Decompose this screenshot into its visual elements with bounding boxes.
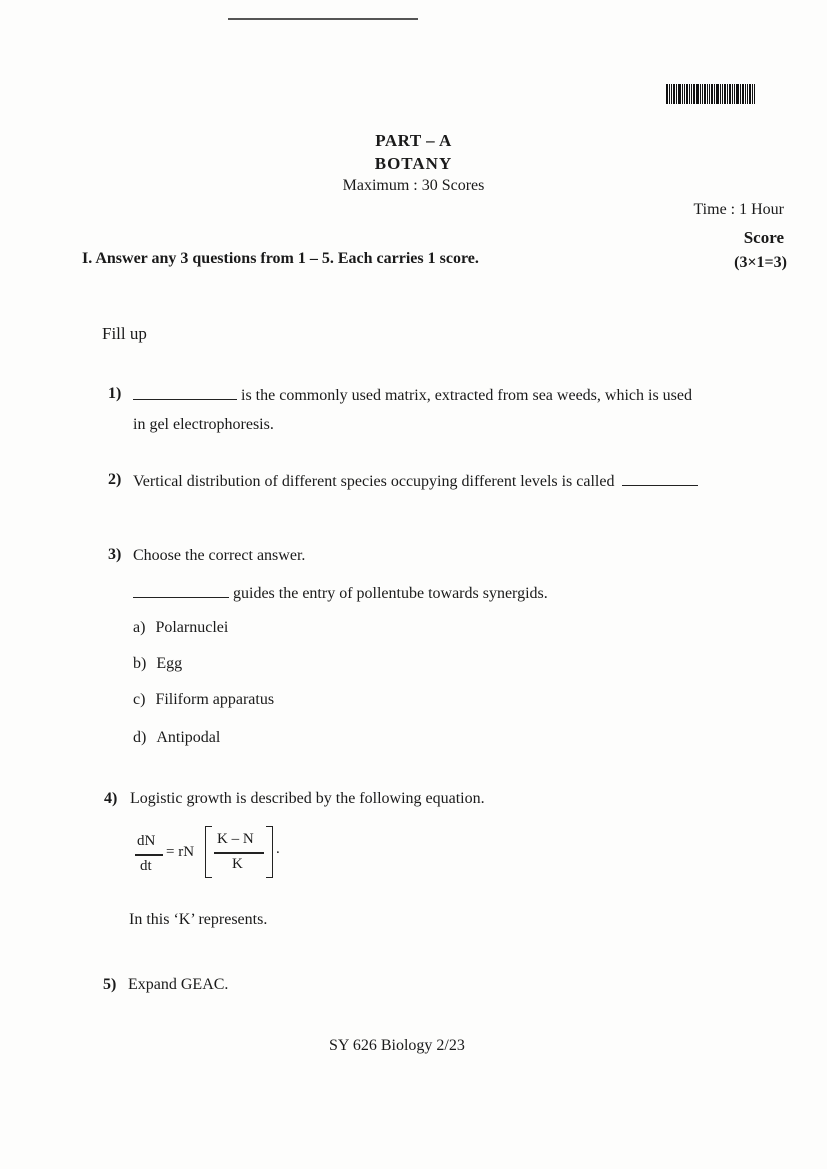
barcode-bar [673, 84, 675, 104]
barcode-bar [709, 84, 710, 104]
q1-number: 1) [108, 385, 122, 402]
eq-numerator: K – N [217, 831, 254, 847]
option-label: b) [133, 655, 147, 672]
eq-equals-rn: = rN [166, 844, 195, 860]
q3-stem-text: guides the entry of pollentube towards synergids. [233, 585, 548, 602]
option-label: c) [133, 691, 146, 708]
q1-blank [133, 399, 237, 400]
fill-up-heading: Fill up [102, 324, 147, 343]
q5-text: Expand GEAC. [128, 976, 229, 993]
barcode-bar [740, 84, 741, 104]
barcode-image [666, 84, 782, 104]
barcode-bar [682, 84, 683, 104]
q3-blank [133, 597, 229, 598]
option-text: Antipodal [156, 729, 221, 746]
eq-period: . [276, 841, 280, 857]
q2-text: Vertical distribution of different species occupying different levels is called [133, 473, 615, 490]
barcode-bar [669, 84, 670, 104]
score-label: Score [743, 228, 784, 247]
eq-fraction-bar-left [135, 854, 163, 856]
q3-number: 3) [108, 546, 122, 563]
barcode-bar [684, 84, 685, 104]
barcode-bar [749, 84, 751, 104]
q3-option-a [133, 619, 228, 637]
barcode-bar [671, 84, 672, 104]
paper-code: SY 626 Biology 2/23 [329, 1037, 465, 1054]
barcode-bar [702, 84, 703, 104]
option-text: Polarnuclei [155, 619, 229, 636]
barcode-bar [745, 84, 746, 104]
q4-followup: In this ‘K’ represents. [129, 911, 268, 928]
q1-question [133, 387, 692, 405]
barcode-bar [696, 84, 699, 104]
q2-question [133, 473, 698, 491]
barcode-bar [666, 84, 668, 104]
option-label: a) [133, 619, 146, 636]
eq-dn: dN [137, 833, 156, 849]
eq-right-bracket [266, 826, 273, 878]
barcode-bar [676, 84, 677, 104]
barcode-bar [732, 84, 733, 104]
max-score: Maximum : 30 Scores [342, 177, 485, 194]
q2-number: 2) [108, 471, 122, 488]
barcode-bar [752, 84, 753, 104]
q5-number: 5) [103, 976, 117, 993]
score-calc: (3×1=3) [734, 254, 787, 271]
part-title: PART – A [375, 131, 452, 150]
barcode-bar [736, 84, 739, 104]
option-text: Filiform apparatus [155, 691, 275, 708]
barcode-bar [693, 84, 695, 104]
eq-left-bracket [205, 826, 212, 878]
option-label: d) [133, 729, 147, 746]
q1-text-continued: in gel electrophoresis. [133, 416, 274, 433]
time-allowed: Time : 1 Hour [693, 201, 784, 218]
barcode-bar [678, 84, 681, 104]
barcode-bar [707, 84, 708, 104]
barcode-bar [686, 84, 688, 104]
barcode-bar [724, 84, 726, 104]
q4-text: Logistic growth is described by the following equation. [130, 790, 485, 807]
q3-option-d [133, 729, 220, 747]
barcode-bar [700, 84, 701, 104]
eq-dt: dt [140, 858, 152, 874]
q2-blank [622, 485, 698, 486]
barcode-bar [689, 84, 690, 104]
eq-denominator: K [232, 856, 243, 872]
barcode-bar [727, 84, 728, 104]
q3-text: Choose the correct answer. [133, 547, 306, 564]
q3-stem [133, 585, 548, 603]
barcode-bar [720, 84, 721, 104]
barcode-bar [729, 84, 731, 104]
barcode-bar [704, 84, 706, 104]
top-rule [228, 18, 418, 20]
q3-option-b [133, 655, 182, 673]
q3-option-c [133, 691, 274, 709]
barcode-bar [742, 84, 744, 104]
barcode-bar [747, 84, 748, 104]
section-instruction: I. Answer any 3 questions from 1 – 5. Each carries 1 score. [82, 250, 479, 267]
option-text: Egg [156, 655, 183, 672]
barcode-bar [754, 84, 755, 104]
q4-number: 4) [104, 790, 118, 807]
barcode-bar [716, 84, 719, 104]
barcode-bar [711, 84, 713, 104]
q1-text: is the commonly used matrix, extracted from sea weeds, which is used [241, 387, 692, 404]
barcode-bar [734, 84, 735, 104]
barcode-bar [722, 84, 723, 104]
subject-title: BOTANY [374, 154, 453, 173]
barcode-bar [714, 84, 715, 104]
eq-fraction-bar-right [214, 852, 264, 854]
barcode-bar [691, 84, 692, 104]
